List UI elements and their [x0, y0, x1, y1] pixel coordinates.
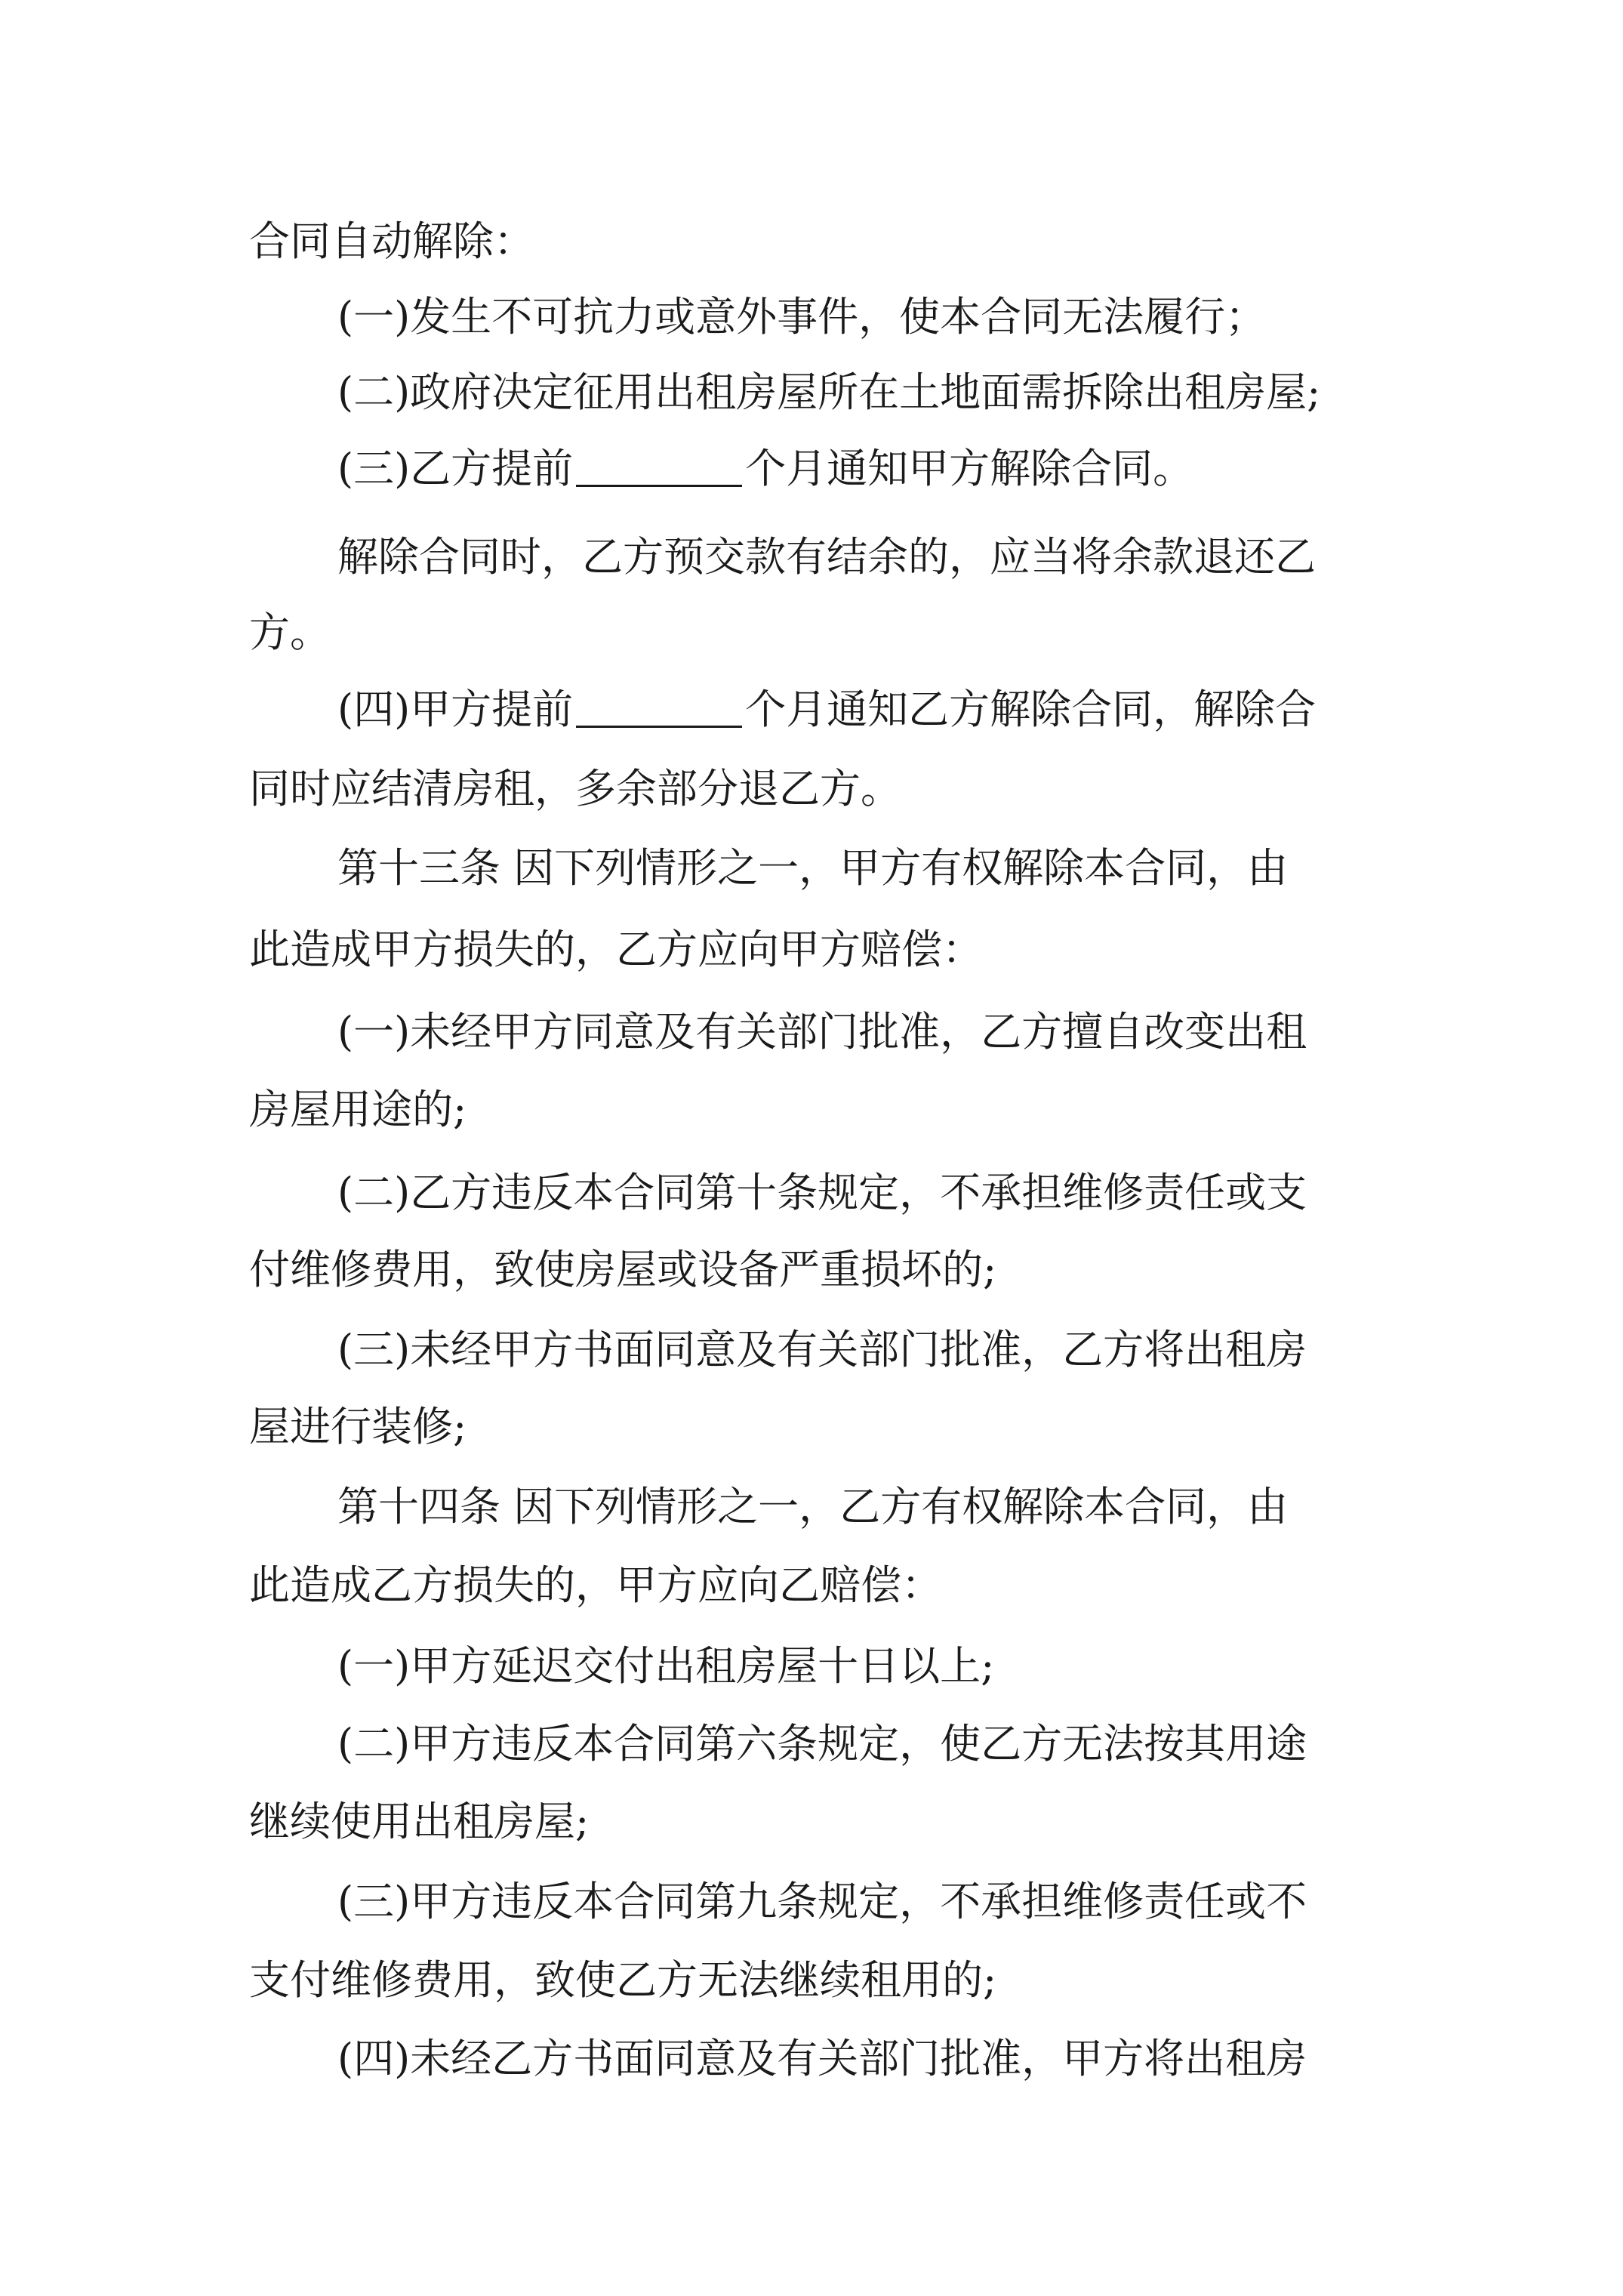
text-line: 支付维修费用，致使乙方无法继续租用的; [249, 1956, 997, 2004]
text-line: 付维修费用，致使房屋或设备严重损坏的; [249, 1246, 997, 1293]
text-line: (四)未经乙方书面同意及有关部门批准，甲方将出租房 [337, 2035, 1307, 2082]
text-line: 同时应结清房租，多余部分退乙方。 [249, 765, 901, 812]
text-line: (二)政府决定征用出租房屋所在土地面需拆除出租房屋; [337, 368, 1321, 416]
text-line: 第十三条 因下列情形之一，甲方有权解除本合同，由 [337, 844, 1289, 892]
text-line: 第十四条 因下列情形之一，乙方有权解除本合同，由 [337, 1483, 1289, 1530]
text-line: 此造成甲方损失的，乙方应向甲方赔偿： [249, 926, 983, 973]
text-line: (二)乙方违反本合同第十条规定，不承担维修责任或支 [337, 1169, 1307, 1216]
text-segment: 个月通知甲方解除合同。 [745, 445, 1194, 492]
text-line: (三)未经甲方书面同意及有关部门批准，乙方将出租房 [337, 1326, 1307, 1373]
fill-in-blank[interactable] [576, 444, 742, 487]
text-line-with-blank [337, 676, 1470, 744]
fill-in-blank[interactable] [576, 685, 742, 728]
text-line: (三)甲方违反本合同第九条规定，不承担维修责任或不 [337, 1878, 1307, 1925]
text-segment: (四)甲方提前 [337, 686, 574, 733]
text-segment: (三)乙方提前 [337, 445, 574, 492]
text-line: 房屋用途的; [249, 1086, 467, 1133]
text-line: (一)发生不可抗力或意外事件，使本合同无法履行； [337, 293, 1267, 341]
text-line-with-blank [337, 435, 1470, 503]
text-line: (二)甲方违反本合同第六条规定，使乙方无法按其用途 [337, 1720, 1307, 1767]
text-line: (一)未经甲方同意及有关部门批准，乙方擅自改变出租 [337, 1008, 1307, 1056]
text-line: 屋进行装修; [249, 1403, 467, 1450]
text-line: 此造成乙方损失的，甲方应向乙赔偿： [249, 1561, 942, 1609]
text-segment: 个月通知乙方解除合同，解除合 [745, 686, 1317, 733]
text-line: (一)甲方延迟交付出租房屋十日以上; [337, 1642, 995, 1690]
text-line: 解除合同时，乙方预交款有结余的，应当将余款退还乙 [337, 533, 1316, 581]
text-line: 合同自动解除： [249, 217, 534, 265]
text-line: 继续使用出租房屋; [249, 1798, 590, 1845]
text-line: 方。 [249, 609, 331, 656]
